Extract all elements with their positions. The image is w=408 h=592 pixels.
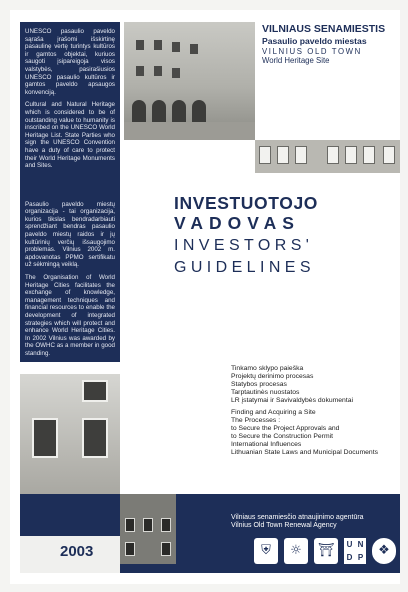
photo-window — [161, 542, 171, 556]
list-item: Finding and Acquiring a Site — [231, 409, 316, 416]
list-item: Projektų derinimo procesas — [231, 373, 314, 380]
building-facade-photo — [20, 374, 120, 494]
publication-year: 2003 — [60, 543, 94, 560]
undp-logo — [344, 538, 366, 564]
photo-window — [190, 44, 198, 54]
header-subtitle-lt: Pasaulio paveldo miestas — [262, 36, 367, 46]
title-lt-line2: VADOVAS — [174, 213, 300, 233]
photo-window — [136, 40, 144, 50]
courtyard-photo — [124, 22, 255, 140]
facade-strip-photo — [255, 140, 400, 173]
list-item: Lithuanian State Laws and Municipal Documents — [231, 449, 378, 456]
list-item: to Secure the Project Approvals and — [231, 425, 340, 432]
photo-window — [345, 146, 357, 164]
list-item: Tarptautinės nuostatos — [231, 389, 300, 396]
unesco-text-lt: UNESCO pasaulio paveldo sąraša įrašomi išskirtinę pasaulinę vertę turintys kultūros ir gamtos objektai, kuriuos saugoti įsipareigoja visos valstybės, pasirašiusios UNESCO pasaulio kultūros ir gamtos paveldo apsaugos konvenciją. — [25, 28, 115, 96]
world-heritage-emblem-icon: ❖ — [372, 538, 396, 564]
rays-emblem-icon: ☼ — [284, 538, 308, 564]
undp-letter: P — [357, 553, 364, 562]
photo-window — [161, 518, 171, 532]
photo-window — [82, 418, 108, 458]
contents-list-en — [231, 409, 401, 457]
photo-courtyard-floor — [124, 122, 255, 140]
photo-window — [363, 146, 375, 164]
list-item: The Processes : — [231, 417, 281, 424]
photo-window — [125, 542, 135, 556]
undp-letter: D — [346, 553, 353, 562]
list-item: to Secure the Construction Permit — [231, 433, 333, 440]
photo-window — [295, 146, 307, 164]
photo-window — [327, 146, 339, 164]
photo-window — [32, 418, 58, 458]
photo-window — [172, 42, 180, 52]
title-en-line2: GUIDELINES — [174, 259, 315, 276]
header-subtitle-en: World Heritage Site — [262, 56, 330, 65]
photo-window — [383, 146, 395, 164]
list-item: International Influences — [231, 441, 302, 448]
unesco-temple-icon: ⛩ — [314, 538, 338, 564]
partner-logos — [254, 538, 400, 568]
list-item: Tinkamo sklypo paieška — [231, 365, 304, 372]
title-en-line1: INVESTORS' — [174, 237, 314, 254]
photo-window — [277, 146, 289, 164]
unesco-text-en: Cultural and Natural Heritage which is considered to be of outstanding value to humanity is inscribed on the UNESCO World Heritage List. State Parties who sign the UNESCO Convention have a duty of care to protect their World Heritage Monuments and Sites. — [25, 101, 115, 170]
photo-window — [172, 68, 180, 78]
photo-window — [82, 380, 108, 402]
contents-list-lt — [231, 365, 401, 405]
undp-letter: N — [357, 540, 364, 549]
photo-window — [154, 40, 162, 50]
agency-name-lt: Vilniaus senamiesčio atnaujinimo agentūra — [231, 514, 364, 521]
vilnius-crest-icon: ⛨ — [254, 538, 278, 564]
owhc-text-en: The Organisation of World Heritage Cities facilitates the exchange of knowledge, management techniques and financial resources to enable the development of integrated strategies which will protect and enhance World Heritage Cities. In 2002 Vilnius was awarded by the OWHC as a member in good standing. — [25, 274, 115, 357]
header-title-lt: VILNIAUS SENAMIESTIS — [262, 23, 386, 35]
photo-window — [136, 66, 144, 76]
photo-window — [154, 66, 162, 76]
agency-name-en: Vilnius Old Town Renewal Agency — [231, 522, 337, 529]
list-item: Statybos procesas — [231, 381, 287, 388]
list-item: LR įstatymai ir Savivaldybės dokumentai — [231, 397, 354, 404]
owhc-text-lt: Pasaulio paveldo miestų organizacija - tai organizacija, kurios tikslas bendradarbiauti sprendžiant bendras pasaulio paveldo miestų raidos ir jų kultūrinių verčių išsaugojimo problemas. Vilnius 2002 m. apdovanotas PPMO sertifikatu už sėkmingą veiklą. — [25, 200, 115, 269]
left-info-column — [20, 22, 120, 362]
photo-window — [143, 518, 153, 532]
photo-window — [259, 146, 271, 164]
photo-window — [125, 518, 135, 532]
undp-letter: U — [346, 540, 353, 549]
header-title-en: VILNIUS OLD TOWN — [262, 47, 362, 56]
footer-building-photo — [120, 494, 176, 564]
title-lt-line1: INVESTUOTOJO — [174, 193, 318, 213]
